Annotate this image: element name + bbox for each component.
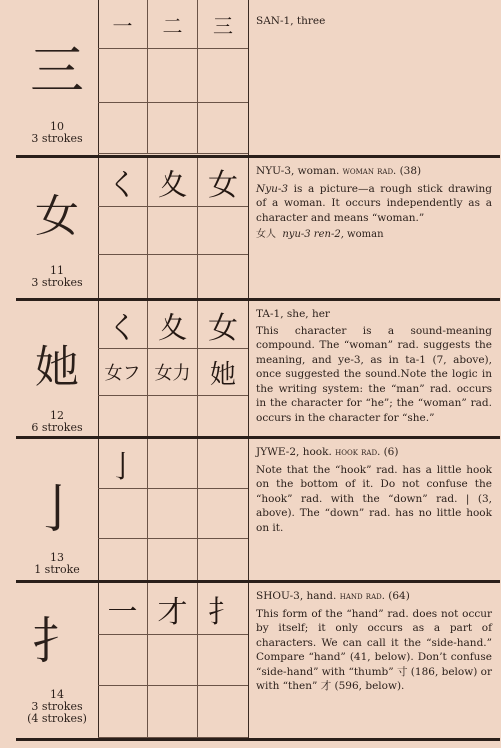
entry-glyph: 女 bbox=[35, 191, 79, 242]
entry-body: This form of the “hand” rad. does not occur by itself; it only occurs as a part of characters. We can call it the “side-hand.” Compare “hand” (41, below). Don’t confuse “side-hand” with “thumb” 寸 (186, below) or with “then” 才 (596, below). bbox=[256, 607, 492, 692]
entry-row bbox=[16, 0, 500, 157]
stroke-cell bbox=[148, 49, 198, 103]
stroke-cell bbox=[98, 489, 148, 539]
entry-row bbox=[16, 298, 500, 438]
entry-glyph: 亅 bbox=[30, 480, 83, 540]
stroke-cell: 女 bbox=[198, 301, 248, 349]
entry-body: Note that the “hook” rad. has a little hook on the bottom of it. Do not confuse the “hook” rad. with the “down” rad. | (3, above). The “down” rad. has no little hook on it. bbox=[256, 463, 492, 534]
entry-glyph: 扌 bbox=[32, 612, 82, 670]
entry-heading: SHOU-3, hand. hand rad. (64) bbox=[256, 590, 410, 602]
entry-row bbox=[16, 155, 500, 300]
stroke-cell bbox=[98, 207, 148, 255]
stroke-cell bbox=[148, 489, 198, 539]
stroke-cell: 二 bbox=[148, 0, 198, 49]
stroke-cell: 才 bbox=[148, 583, 198, 635]
stroke-cell: 三 bbox=[198, 0, 248, 49]
entry-row bbox=[16, 436, 500, 582]
entry-strokes: 3 strokes bbox=[31, 700, 83, 713]
entry-glyph-panel bbox=[16, 439, 99, 582]
stroke-cell bbox=[198, 396, 248, 438]
entry-text bbox=[256, 445, 492, 535]
entry-glyph: 她 bbox=[35, 342, 79, 393]
entry-strokes: 6 strokes bbox=[31, 421, 83, 434]
bottom-rule bbox=[16, 738, 500, 741]
entry-glyph-panel bbox=[16, 301, 99, 438]
stroke-cell bbox=[98, 635, 148, 686]
stroke-cell bbox=[98, 539, 148, 582]
stroke-cell: 一 bbox=[98, 0, 148, 49]
stroke-cell: 女フ bbox=[98, 349, 148, 396]
stroke-cell: 扌 bbox=[198, 583, 248, 635]
entry-text bbox=[256, 307, 492, 425]
entry-row bbox=[16, 580, 500, 740]
entry-number: 11 bbox=[50, 264, 64, 277]
stroke-cell bbox=[98, 686, 148, 738]
stroke-cell bbox=[148, 635, 198, 686]
entry-strokes: 3 strokes bbox=[31, 132, 83, 145]
stroke-cell bbox=[148, 255, 198, 300]
entry-heading: JYWE-2, hook. hook rad. (6) bbox=[256, 446, 399, 458]
stroke-cell bbox=[198, 489, 248, 539]
stroke-cell bbox=[98, 396, 148, 438]
entry-text bbox=[256, 14, 492, 31]
stroke-cell bbox=[198, 539, 248, 582]
stroke-cell: く bbox=[98, 158, 148, 207]
stroke-cell bbox=[98, 255, 148, 300]
stroke-cell: 一 bbox=[98, 583, 148, 635]
entry-number: 10 bbox=[50, 120, 64, 133]
entry-number: 12 bbox=[50, 409, 64, 422]
stroke-cell bbox=[148, 396, 198, 438]
stroke-cell bbox=[148, 103, 198, 154]
stroke-cell: 她 bbox=[198, 349, 248, 396]
stroke-cell bbox=[198, 635, 248, 686]
stroke-cell bbox=[198, 439, 248, 489]
entry-strokes: 3 strokes bbox=[31, 276, 83, 289]
entry-text bbox=[256, 164, 492, 243]
stroke-cell bbox=[198, 686, 248, 738]
entry-glyph: 三 bbox=[30, 39, 84, 102]
stroke-cell bbox=[198, 255, 248, 300]
stroke-cell bbox=[98, 103, 148, 154]
entry-text bbox=[256, 589, 492, 694]
entry-example: 女人 nyu-3 ren-2, woman bbox=[256, 229, 384, 240]
entry-glyph-panel bbox=[16, 158, 99, 300]
entry-glyph-panel bbox=[16, 0, 99, 157]
stroke-cell bbox=[98, 49, 148, 103]
stroke-order-grid bbox=[98, 0, 249, 157]
entry-glyph-panel bbox=[16, 583, 99, 740]
entry-number: 13 bbox=[50, 551, 64, 564]
stroke-cell: 夊 bbox=[148, 301, 198, 349]
entry-strokes-alt: (4 strokes) bbox=[27, 712, 87, 725]
stroke-cell bbox=[198, 103, 248, 154]
stroke-cell: く bbox=[98, 301, 148, 349]
stroke-cell bbox=[148, 686, 198, 738]
entry-body: Nyu-3 is a picture—a rough stick drawing of a woman. It occurs independently as a character and means “woman.” bbox=[256, 182, 492, 224]
entry-heading: TA-1, she, her bbox=[256, 308, 330, 320]
stroke-cell: 亅 bbox=[98, 439, 148, 489]
entry-number: 14 bbox=[50, 688, 64, 701]
stroke-order-grid bbox=[98, 301, 249, 438]
entry-heading: NYU-3, woman. woman rad. (38) bbox=[256, 165, 422, 177]
entry-heading: SAN-1, three bbox=[256, 15, 326, 27]
stroke-cell: 夊 bbox=[148, 158, 198, 207]
stroke-cell bbox=[148, 207, 198, 255]
stroke-order-grid bbox=[98, 583, 249, 740]
stroke-cell bbox=[148, 539, 198, 582]
entry-strokes: 1 stroke bbox=[34, 563, 80, 576]
stroke-cell bbox=[198, 49, 248, 103]
stroke-cell bbox=[148, 439, 198, 489]
entry-body: This character is a sound-meaning compound. The “woman” rad. suggests the meaning, and ye-3, as in ta-1 (7, above), once suggested the sound.Note the logic in the writing system: the “man” rad. occurs in the character for “he”; the “woman” rad. occurs in the character for “she.” bbox=[256, 324, 492, 424]
stroke-cell bbox=[198, 207, 248, 255]
stroke-order-grid bbox=[98, 158, 249, 300]
stroke-cell: 女 bbox=[198, 158, 248, 207]
stroke-cell: 女力 bbox=[148, 349, 198, 396]
stroke-order-grid bbox=[98, 439, 249, 582]
